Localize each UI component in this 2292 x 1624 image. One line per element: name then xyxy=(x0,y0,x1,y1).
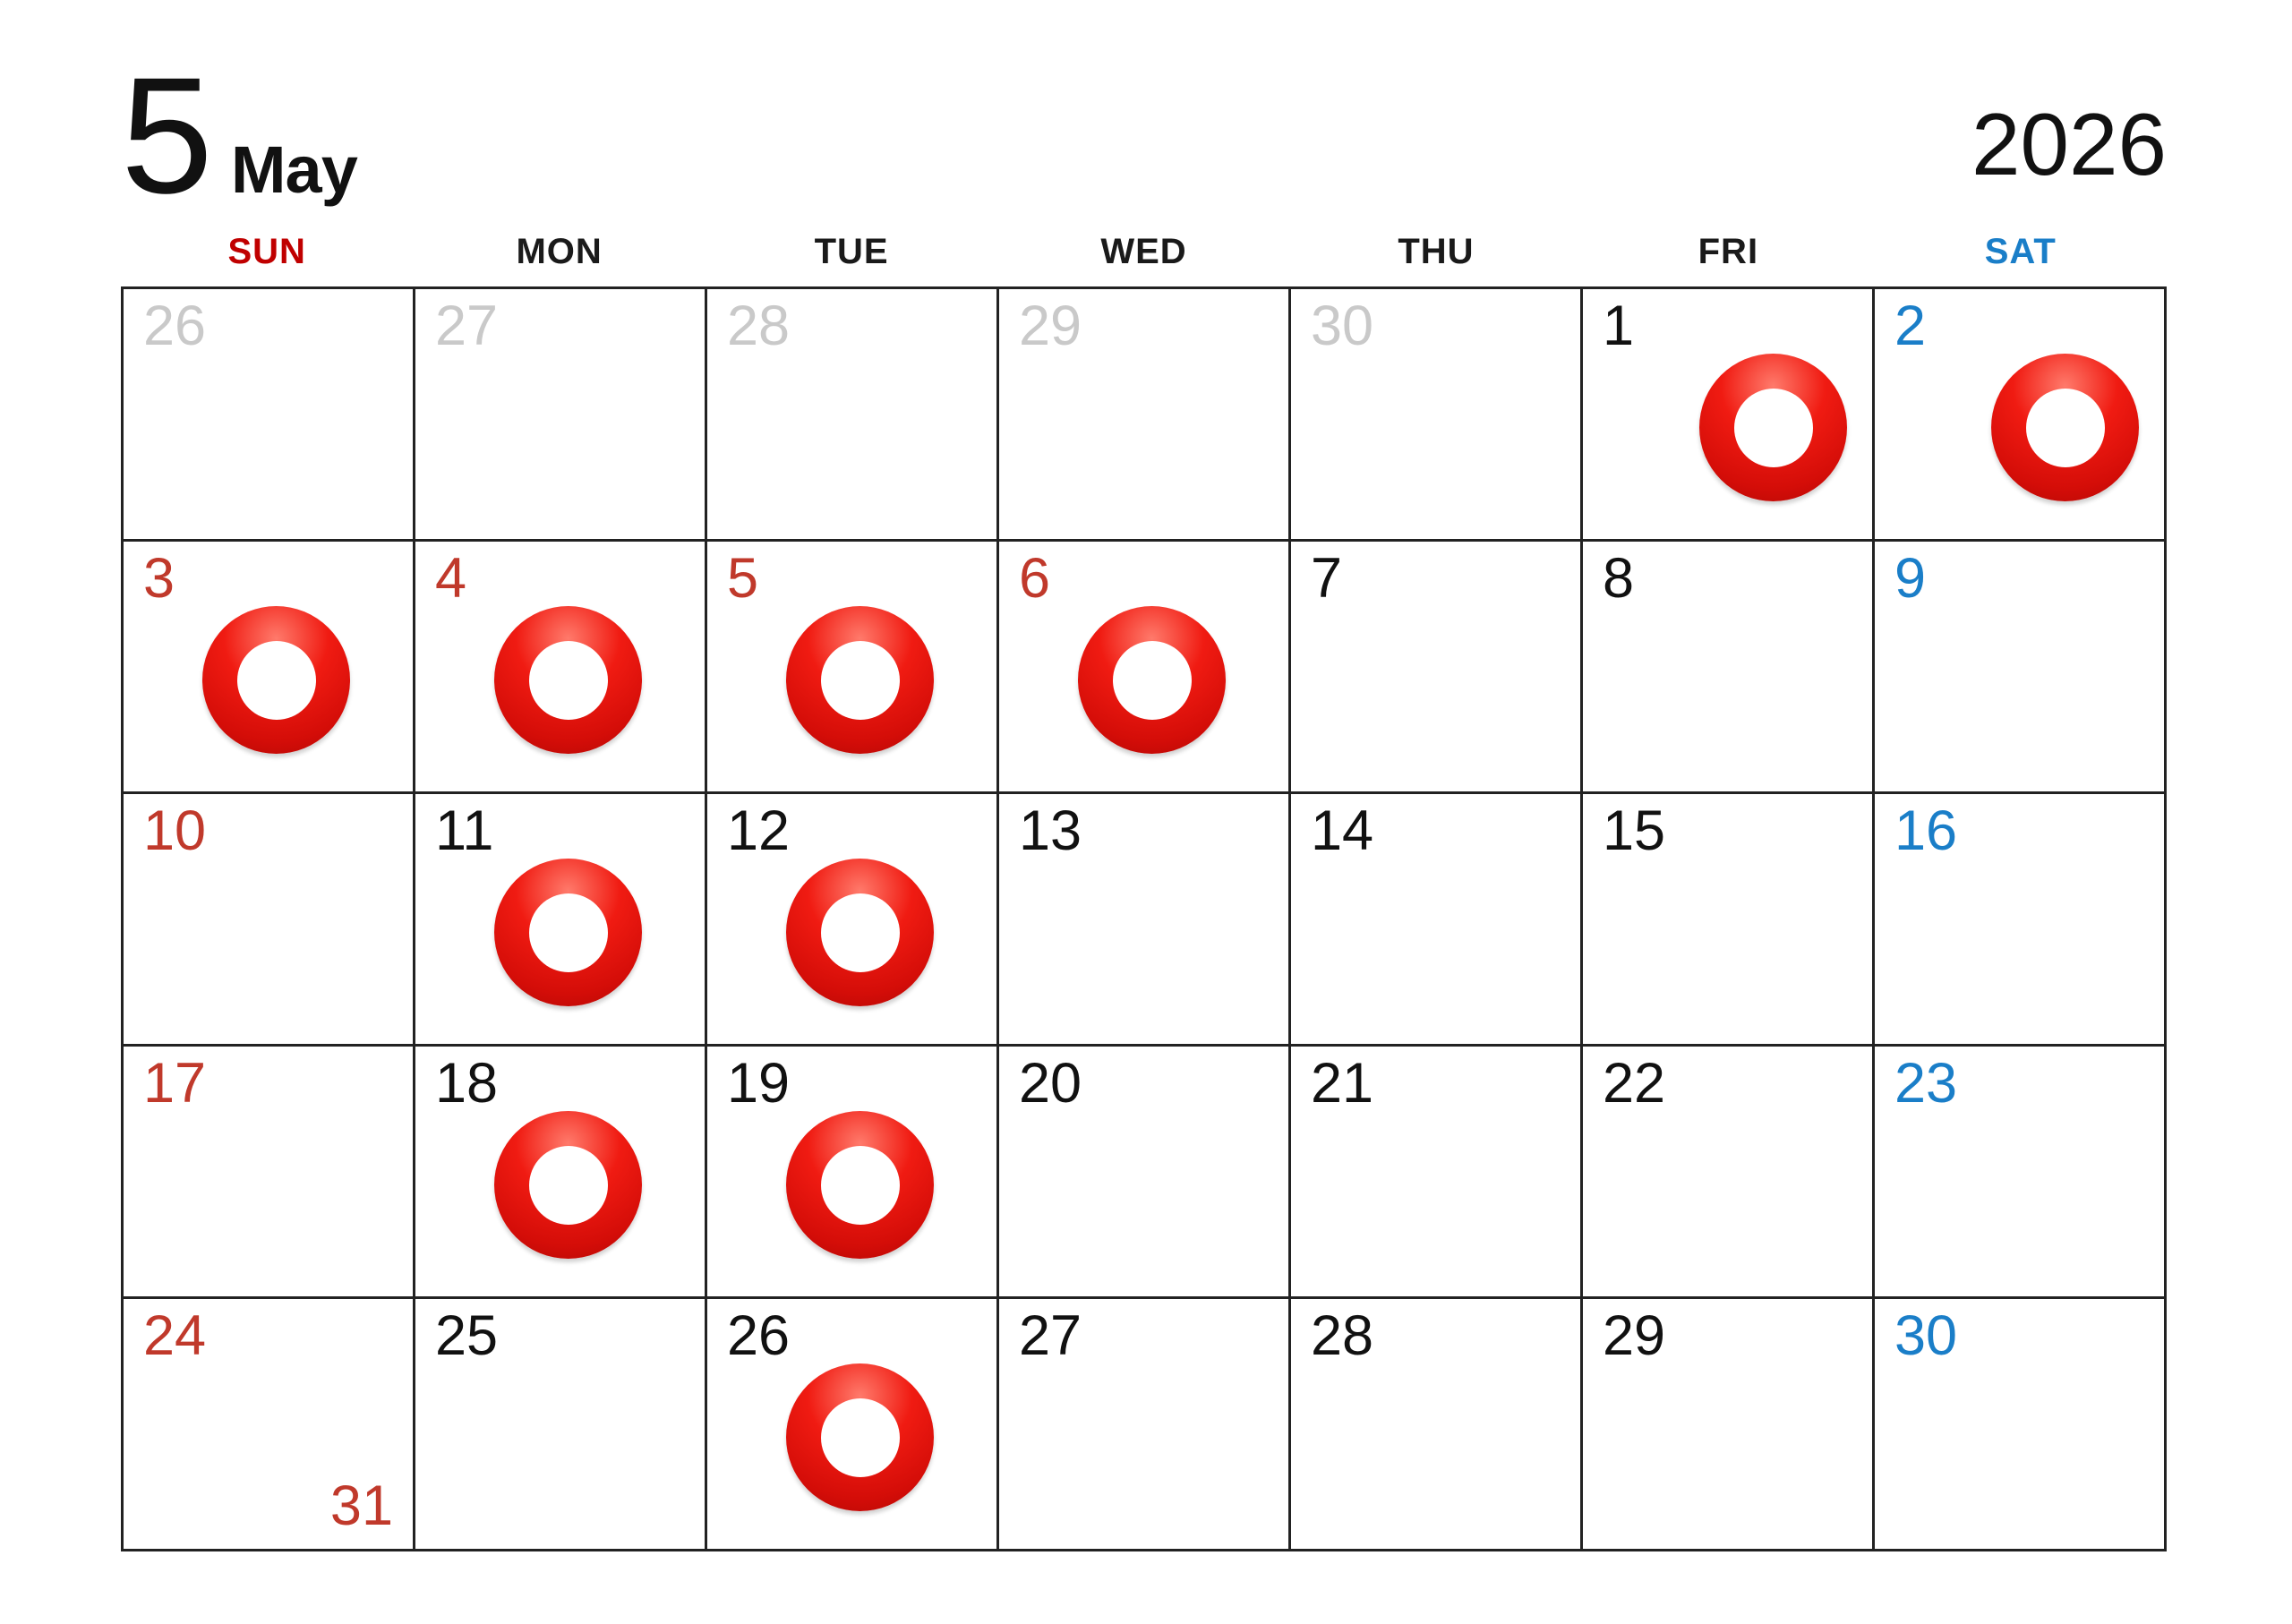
day-cell[interactable] xyxy=(1583,1299,1875,1551)
day-number: 17 xyxy=(143,1052,207,1115)
day-cell[interactable] xyxy=(124,1047,415,1299)
day-number: 13 xyxy=(1019,799,1082,862)
day-cell[interactable] xyxy=(415,1047,707,1299)
day-number: 19 xyxy=(727,1052,791,1115)
day-number: 7 xyxy=(1311,547,1343,610)
day-cell[interactable] xyxy=(999,289,1291,542)
day-number: 30 xyxy=(1311,295,1374,357)
day-number: 1 xyxy=(1603,295,1635,357)
day-number: 20 xyxy=(1019,1052,1082,1115)
day-cell[interactable] xyxy=(999,794,1291,1047)
red-circle-ring-icon xyxy=(786,859,934,1006)
day-cell[interactable] xyxy=(999,1299,1291,1551)
day-cell[interactable] xyxy=(707,542,999,794)
day-number: 28 xyxy=(727,295,791,357)
day-number: 12 xyxy=(727,799,791,862)
day-number: 15 xyxy=(1603,799,1666,862)
day-number: 3 xyxy=(143,547,175,610)
day-cell[interactable] xyxy=(999,1047,1291,1299)
day-cell[interactable] xyxy=(124,289,415,542)
day-cell[interactable] xyxy=(1583,794,1875,1047)
weekday-label-thu: THU xyxy=(1398,231,1475,271)
day-cell[interactable] xyxy=(1875,289,2167,542)
year-label: 2026 xyxy=(1971,95,2167,193)
red-circle-ring-icon xyxy=(494,606,642,754)
day-number: 30 xyxy=(1894,1304,1958,1367)
day-number: 16 xyxy=(1894,799,1958,862)
day-cell[interactable] xyxy=(124,794,415,1047)
day-number: 27 xyxy=(435,295,499,357)
day-number: 11 xyxy=(435,799,494,862)
day-number: 14 xyxy=(1311,799,1374,862)
day-cell[interactable] xyxy=(124,1299,415,1551)
weekday-header-row xyxy=(121,224,2167,279)
red-circle-ring-icon xyxy=(786,606,934,754)
day-cell[interactable] xyxy=(415,1299,707,1551)
day-cell[interactable] xyxy=(1875,794,2167,1047)
red-circle-ring-icon xyxy=(786,1363,934,1511)
day-number: 25 xyxy=(435,1304,499,1367)
calendar-grid xyxy=(121,286,2167,1551)
day-number: 6 xyxy=(1019,547,1051,610)
day-number: 28 xyxy=(1311,1304,1374,1367)
weekday-label-sun: SUN xyxy=(227,231,306,271)
day-cell[interactable] xyxy=(1875,1047,2167,1299)
red-circle-ring-icon xyxy=(1991,354,2139,501)
day-cell[interactable] xyxy=(415,542,707,794)
day-number: 22 xyxy=(1603,1052,1666,1115)
red-circle-ring-icon xyxy=(1699,354,1847,501)
day-cell[interactable] xyxy=(1291,289,1583,542)
day-cell[interactable] xyxy=(1291,542,1583,794)
red-circle-ring-icon xyxy=(786,1111,934,1259)
day-cell[interactable] xyxy=(1583,542,1875,794)
day-cell[interactable] xyxy=(707,1299,999,1551)
day-cell[interactable] xyxy=(415,289,707,542)
day-number: 18 xyxy=(435,1052,499,1115)
month-name: May xyxy=(230,132,357,207)
day-cell[interactable] xyxy=(1583,1047,1875,1299)
day-cell[interactable] xyxy=(415,794,707,1047)
day-number: 27 xyxy=(1019,1304,1082,1367)
day-cell[interactable] xyxy=(707,1047,999,1299)
month-title xyxy=(121,44,357,228)
day-number: 24 xyxy=(143,1304,207,1367)
weekday-label-mon: MON xyxy=(516,231,603,271)
day-number: 9 xyxy=(1894,547,1927,610)
day-number: 26 xyxy=(143,295,207,357)
day-number: 29 xyxy=(1603,1304,1666,1367)
day-cell[interactable] xyxy=(124,542,415,794)
day-number-trailing[interactable]: 31 xyxy=(329,1474,393,1537)
weekday-label-sat: SAT xyxy=(1984,231,2057,271)
red-circle-ring-icon xyxy=(494,859,642,1006)
weekday-label-tue: TUE xyxy=(814,231,889,271)
weekday-label-fri: FRI xyxy=(1698,231,1759,271)
red-circle-ring-icon xyxy=(494,1111,642,1259)
day-number: 8 xyxy=(1603,547,1635,610)
calendar-header xyxy=(121,0,2167,228)
day-cell[interactable] xyxy=(1875,542,2167,794)
day-cell[interactable] xyxy=(1291,1047,1583,1299)
day-cell[interactable] xyxy=(707,289,999,542)
day-number: 5 xyxy=(727,547,759,610)
day-number: 10 xyxy=(143,799,207,862)
day-number: 23 xyxy=(1894,1052,1958,1115)
day-cell[interactable] xyxy=(999,542,1291,794)
day-number: 2 xyxy=(1894,295,1927,357)
month-number: 5 xyxy=(121,44,211,228)
day-number: 29 xyxy=(1019,295,1082,357)
day-number: 21 xyxy=(1311,1052,1374,1115)
day-number: 26 xyxy=(727,1304,791,1367)
weekday-label-wed: WED xyxy=(1100,231,1187,271)
red-circle-ring-icon xyxy=(202,606,350,754)
day-cell[interactable] xyxy=(1291,1299,1583,1551)
day-cell[interactable] xyxy=(1875,1299,2167,1551)
day-cell[interactable] xyxy=(707,794,999,1047)
day-number: 4 xyxy=(435,547,467,610)
day-cell[interactable] xyxy=(1291,794,1583,1047)
day-cell[interactable] xyxy=(1583,289,1875,542)
red-circle-ring-icon xyxy=(1078,606,1226,754)
